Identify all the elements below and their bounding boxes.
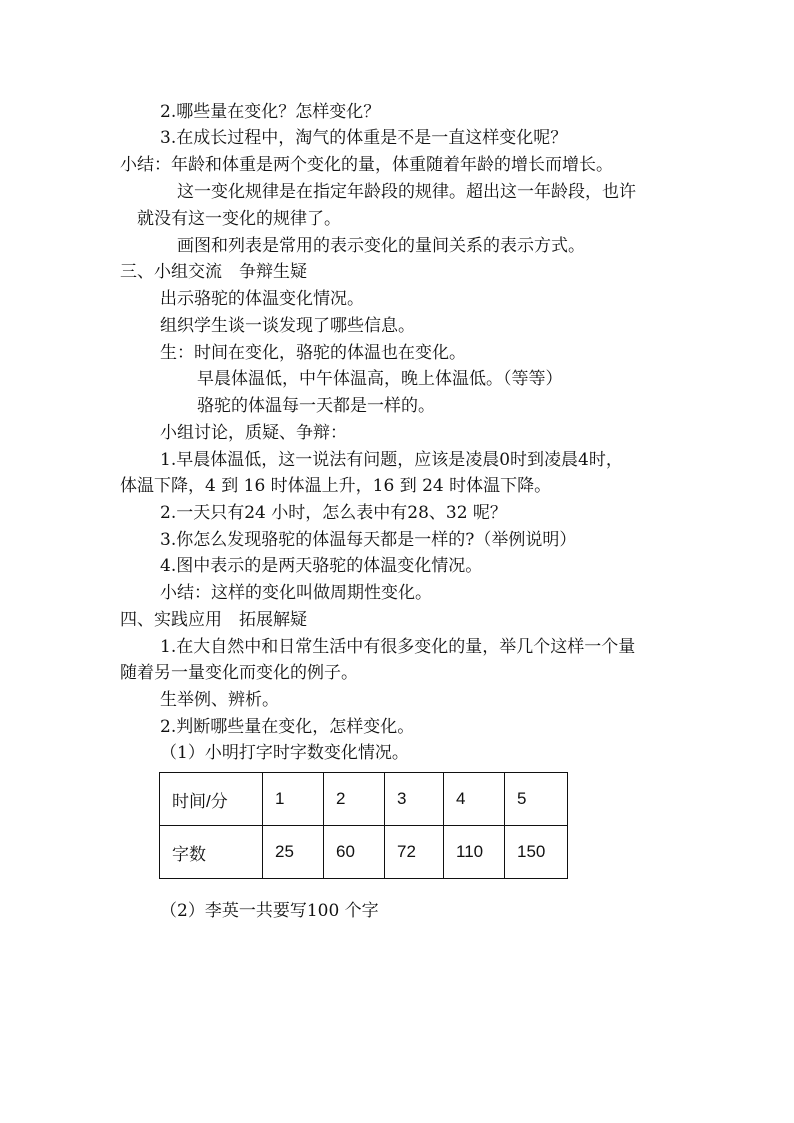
line-summary-4: 画图和列表是常用的表示变化的量间关系的表示方式。 bbox=[177, 236, 585, 256]
line-summary-3: 就没有这一变化的规律了。 bbox=[137, 209, 341, 229]
line-q2: 2.哪些量在变化？怎样变化？ bbox=[160, 102, 381, 122]
line-student: 生：时间在变化，骆驼的体温也在变化。 bbox=[160, 343, 466, 363]
section-heading-4: 四、实践应用 拓展解疑 bbox=[120, 610, 307, 630]
line-q3: 3.在成长过程中，淘气的体重是不是一直这样变化呢？ bbox=[160, 128, 568, 148]
line-summary-periodic: 小结：这样的变化叫做周期性变化。 bbox=[160, 583, 432, 603]
line-everyday: 骆驼的体温每一天都是一样的。 bbox=[197, 396, 435, 416]
line-d2: 2.一天只有24 小时，怎么表中有28、32 呢？ bbox=[160, 503, 507, 523]
line-summary-1: 小结：年龄和体重是两个变化的量，体重随着年龄的增长而增长。 bbox=[120, 155, 613, 175]
line-d4: 4.图中表示的是两天骆驼的体温变化情况。 bbox=[160, 556, 483, 576]
table-cell: 字数 bbox=[160, 826, 263, 879]
table-row bbox=[160, 826, 568, 879]
line-d1: 1.早晨体温低，这一说法有问题，应该是凌晨0时到凌晨4时， bbox=[160, 450, 623, 470]
table-cell: 3 bbox=[385, 773, 444, 826]
line-d1-cont: 体温下降，4 到 16 时体温上升，16 到 24 时体温下降。 bbox=[120, 476, 552, 496]
line-summary-2: 这一变化规律是在指定年龄段的规律。超出这一年龄段，也许 bbox=[177, 182, 636, 202]
line-p2: 2.判断哪些量在变化，怎样变化。 bbox=[160, 717, 415, 737]
table-cell: 25 bbox=[263, 826, 324, 879]
table-cell: 5 bbox=[505, 773, 568, 826]
section-heading-3: 三、小组交流 争辩生疑 bbox=[120, 262, 307, 282]
line-morning: 早晨体温低，中午体温高，晚上体温低。（等等） bbox=[197, 369, 563, 389]
table-cell: 72 bbox=[385, 826, 444, 879]
table-cell: 2 bbox=[324, 773, 385, 826]
table-row bbox=[160, 773, 568, 826]
table-cell: 110 bbox=[444, 826, 505, 879]
table-cell: 60 bbox=[324, 826, 385, 879]
table-cell: 150 bbox=[505, 826, 568, 879]
line-d3: 3.你怎么发现骆驼的体温每天都是一样的?（举例说明） bbox=[160, 530, 577, 550]
line-p2-1: （1）小明打字时字数变化情况。 bbox=[160, 743, 409, 763]
line-example: 生举例、辨析。 bbox=[160, 690, 279, 710]
line-p1-cont: 随着另一量变化而变化的例子。 bbox=[120, 663, 358, 683]
table-cell: 1 bbox=[263, 773, 324, 826]
line-discussion: 小组讨论，质疑、争辩： bbox=[160, 423, 347, 443]
line-p1: 1.在大自然中和日常生活中有很多变化的量，举几个这样一个量 bbox=[160, 637, 636, 657]
line-camel-show: 出示骆驼的体温变化情况。 bbox=[160, 289, 364, 309]
table-cell: 4 bbox=[444, 773, 505, 826]
table-cell: 时间/分 bbox=[160, 773, 263, 826]
line-p2-2: （2）李英一共要写100 个字 bbox=[160, 901, 379, 921]
typing-table bbox=[159, 772, 568, 879]
line-organize: 组织学生谈一谈发现了哪些信息。 bbox=[160, 316, 415, 336]
